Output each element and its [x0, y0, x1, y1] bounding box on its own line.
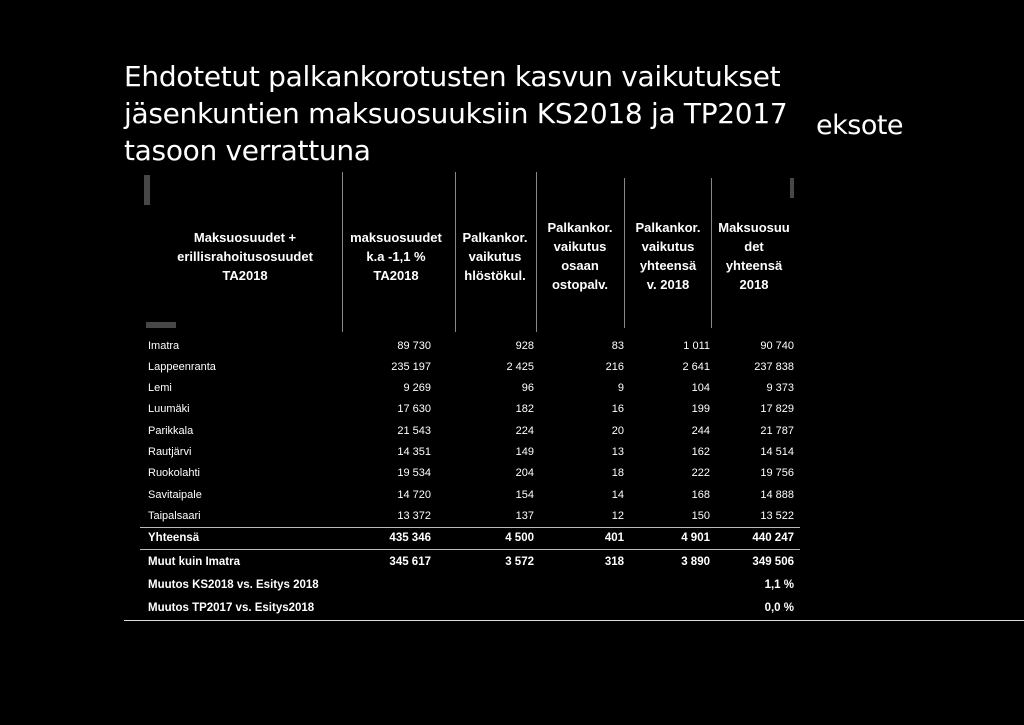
table-row-muut-kuin-imatra: [148, 552, 796, 572]
cell-maksuosuudet: 13 372: [397, 510, 431, 522]
cell-maksuosuudet: 345 617: [389, 556, 431, 568]
table-row-lappeenranta: [148, 357, 796, 377]
cell-total-2018: 14 514: [760, 446, 794, 458]
table-row-total: [148, 528, 796, 548]
cell-hlostokul: 137: [515, 510, 534, 522]
cell-ostopalv: 18: [611, 467, 624, 479]
scan-noise: [144, 175, 150, 205]
slide-title: [124, 58, 804, 169]
table-bottom-rule: [124, 620, 1024, 621]
cell-total-2018: 19 756: [760, 467, 794, 479]
table-row-change-ks2018: [148, 575, 796, 595]
cell-yhteensa: 244: [691, 425, 710, 437]
cell-total-2018: 21 787: [760, 425, 794, 437]
title-line-1: Ehdotetut palkankorotusten kasvun vaikutukset: [124, 60, 781, 93]
cell-hlostokul: 204: [515, 467, 534, 479]
header-divider: [536, 172, 537, 332]
header-divider: [624, 178, 625, 328]
cell-ostopalv: 216: [605, 361, 624, 373]
cell-hlostokul: 154: [515, 489, 534, 501]
cell-total-2018: 17 829: [760, 403, 794, 415]
cell-change-percent: 1,1 %: [764, 579, 794, 591]
cell-maksuosuudet: 14 720: [397, 489, 431, 501]
cell-total-2018: 9 373: [766, 382, 794, 394]
cell-yhteensa: 104: [691, 382, 710, 394]
column-header-5: Palkankor. vaikutus yhteensä v. 2018: [635, 220, 701, 292]
scan-noise: [146, 322, 176, 328]
cell-maksuosuudet: 19 534: [397, 467, 431, 479]
row-separator: [140, 549, 800, 550]
row-name: Muutos TP2017 vs. Esitys2018: [148, 602, 315, 614]
column-header-4: Palkankor. vaikutus osaan ostopalv.: [547, 220, 613, 292]
title-line-3: tasoon verrattuna: [124, 134, 371, 167]
row-name: Savitaipale: [148, 489, 202, 501]
row-name: Yhteensä: [148, 532, 200, 544]
cell-yhteensa: 199: [691, 403, 710, 415]
cell-maksuosuudet: 17 630: [397, 403, 431, 415]
cell-hlostokul: 928: [515, 340, 534, 352]
column-header-2: maksuosuudet k.a -1,1 % TA2018: [350, 230, 442, 283]
cell-hlostokul: 2 425: [506, 361, 534, 373]
table-row-taipalsaari: [148, 506, 796, 526]
cell-maksuosuudet: 14 351: [397, 446, 431, 458]
cell-ostopalv: 20: [611, 425, 624, 437]
cell-ostopalv: 13: [611, 446, 624, 458]
cell-total-2018: 349 506: [752, 556, 794, 568]
row-name: Luumäki: [148, 403, 190, 415]
row-name: Imatra: [148, 340, 180, 352]
row-name: Taipalsaari: [148, 510, 201, 522]
table-row-lemi: [148, 378, 796, 398]
cell-maksuosuudet: 235 197: [391, 361, 431, 373]
cell-yhteensa: 4 901: [681, 532, 710, 544]
row-name: Rautjärvi: [148, 446, 192, 458]
cell-hlostokul: 149: [515, 446, 534, 458]
cell-yhteensa: 162: [691, 446, 710, 458]
cell-yhteensa: 2 641: [682, 361, 710, 373]
row-name: Muut kuin Imatra: [148, 556, 241, 568]
column-header-3: Palkankor. vaikutus hlöstökul.: [462, 230, 528, 283]
cell-yhteensa: 150: [691, 510, 710, 522]
cell-hlostokul: 224: [515, 425, 534, 437]
cell-yhteensa: 168: [691, 489, 710, 501]
cell-ostopalv: 16: [611, 403, 624, 415]
cell-total-2018: 14 888: [760, 489, 794, 501]
cell-ostopalv: 83: [611, 340, 624, 352]
cell-maksuosuudet: 89 730: [397, 340, 431, 352]
title-line-2: jäsenkuntien maksuosuuksiin KS2018 ja TP2017: [124, 97, 788, 130]
table-row-luumaki: [148, 399, 796, 419]
table-row-ruokolahti: [148, 463, 796, 483]
table-row-change-tp2017: [148, 598, 796, 618]
row-name: Lappeenranta: [148, 361, 216, 373]
cell-maksuosuudet: 435 346: [389, 532, 431, 544]
brand-logo: eksote: [816, 110, 904, 141]
cell-ostopalv: 12: [611, 510, 624, 522]
cell-maksuosuudet: 9 269: [403, 382, 431, 394]
cell-total-2018: 13 522: [760, 510, 794, 522]
cell-ostopalv: 401: [604, 532, 624, 544]
cell-ostopalv: 318: [604, 556, 624, 568]
scan-noise: [790, 178, 794, 198]
cell-ostopalv: 9: [617, 382, 624, 394]
cell-change-percent: 0,0 %: [764, 602, 794, 614]
cell-total-2018: 237 838: [754, 361, 794, 373]
row-name: Ruokolahti: [148, 467, 200, 479]
column-header-6: Maksuosuu det yhteensä 2018: [718, 220, 790, 292]
cell-maksuosuudet: 21 543: [397, 425, 431, 437]
cell-ostopalv: 14: [611, 489, 624, 501]
row-name: Muutos KS2018 vs. Esitys 2018: [148, 579, 319, 591]
cell-hlostokul: 4 500: [505, 532, 534, 544]
row-name: Lemi: [148, 382, 172, 394]
cell-total-2018: 440 247: [752, 532, 794, 544]
table-row-savitaipale: [148, 485, 796, 505]
table-row-parikkala: [148, 421, 796, 441]
cell-hlostokul: 96: [521, 382, 534, 394]
table-row-rautjarvi: [148, 442, 796, 462]
cell-total-2018: 90 740: [760, 340, 794, 352]
cell-hlostokul: 3 572: [505, 556, 534, 568]
table-row-imatra: [148, 336, 796, 356]
row-name: Parikkala: [148, 425, 194, 437]
cell-yhteensa: 222: [691, 467, 710, 479]
column-header-1: Maksuosuudet + erillisrahoitusosuudet TA2018: [177, 230, 313, 283]
cell-yhteensa: 1 011: [683, 340, 710, 352]
cell-hlostokul: 182: [515, 403, 534, 415]
cell-yhteensa: 3 890: [681, 556, 710, 568]
